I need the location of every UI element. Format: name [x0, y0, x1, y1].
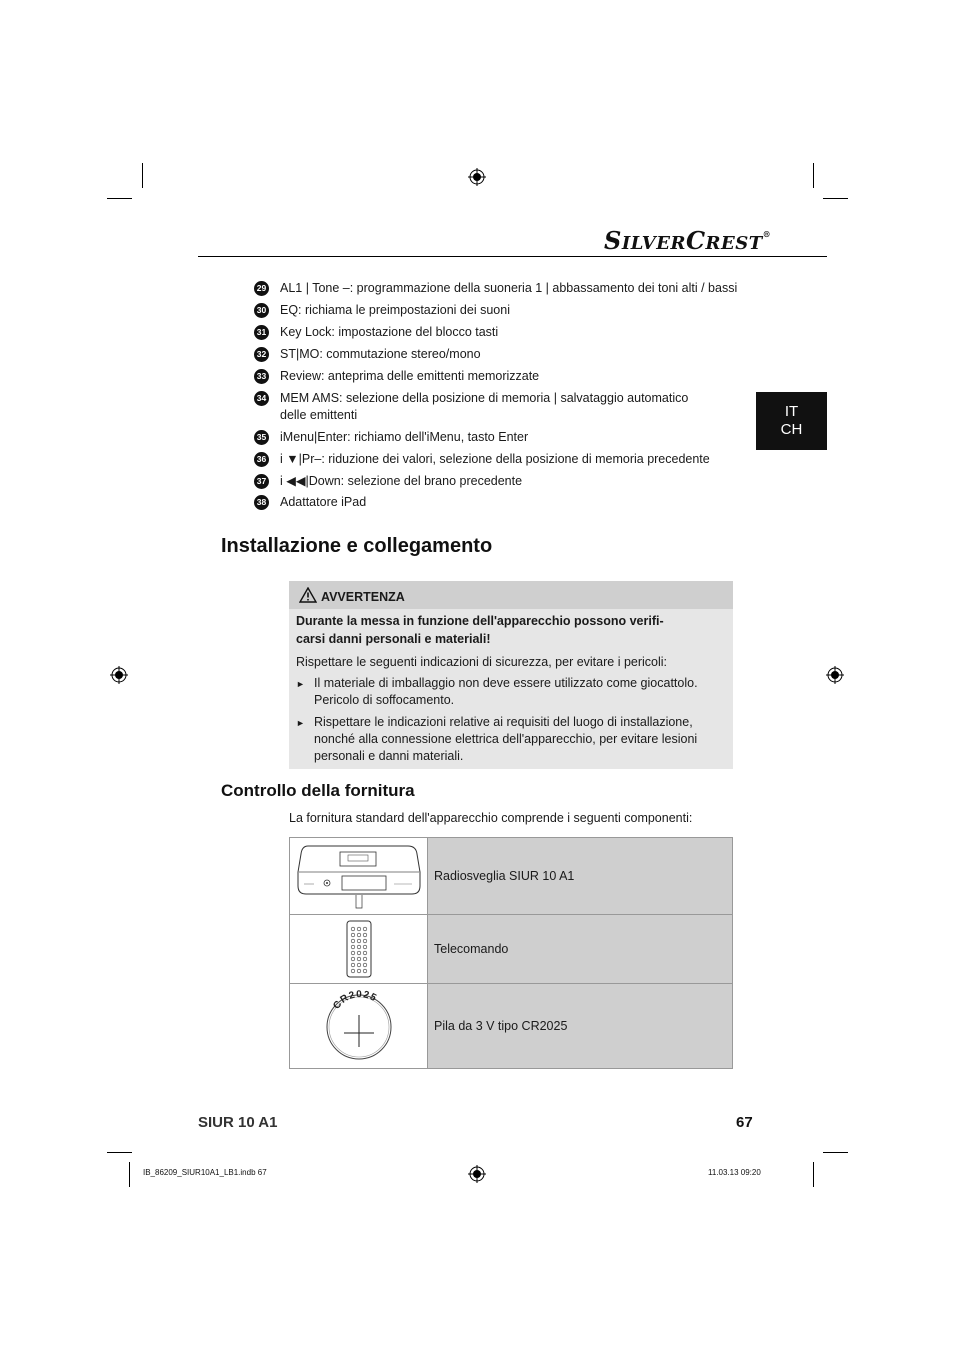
item-text: iMenu|Enter: richiamo dell'iMenu, tasto Enter	[280, 430, 529, 444]
item-text: Key Lock: impostazione del blocco tasti	[280, 325, 499, 339]
item-text: Adattatore iPad	[280, 495, 367, 509]
crop-mark	[107, 198, 132, 199]
crop-mark	[142, 163, 143, 188]
warning-bold-line: Durante la messa in funzione dell'apparecchio possono verifi-	[296, 614, 664, 628]
table-image-cell	[290, 915, 428, 983]
warning-bullet-text: Il materiale di imballaggio non deve essere utilizzato come giocattolo.	[314, 676, 698, 690]
print-file-info: IB_86209_SIUR10A1_LB1.indb 67	[143, 1168, 267, 1177]
item-text: ST|MO: commutazione stereo/mono	[280, 347, 481, 361]
warning-bullet-text: nonché alla connessione elettrica dell'apparecchio, per evitare lesioni	[314, 732, 698, 746]
registration-mark-icon	[468, 168, 486, 186]
item-text-continued: delle emittenti	[280, 408, 358, 422]
table-row	[290, 984, 732, 1068]
battery-print: CR2025	[331, 989, 379, 1012]
bullet-arrow-icon: ►	[296, 679, 305, 689]
remote-button-icon	[351, 945, 355, 949]
remote-button-icon	[351, 927, 355, 931]
print-date-info: 11.03.13 09:20	[708, 1168, 761, 1177]
registration-mark-icon	[826, 666, 844, 684]
warning-triangle-icon	[299, 587, 317, 603]
crop-mark	[107, 1152, 132, 1153]
remote-button-icon	[357, 939, 361, 943]
footer-model: SIUR 10 A1	[198, 1114, 278, 1131]
supply-item-label: Telecomando	[434, 942, 509, 956]
table-row	[290, 838, 732, 915]
registration-mark-icon	[110, 666, 128, 684]
item-number: 35	[254, 430, 269, 445]
supply-item-label: Radiosveglia SIUR 10 A1	[434, 869, 575, 883]
item-number: 29	[254, 281, 269, 296]
remote-button-icon	[351, 939, 355, 943]
crop-mark	[823, 198, 848, 199]
item-number: 32	[254, 347, 269, 362]
remote-button-icon	[351, 951, 355, 955]
bullet-arrow-icon: ►	[296, 718, 305, 728]
language-tab	[756, 392, 827, 450]
remote-button-icon	[357, 969, 361, 973]
item-text: MEM AMS: selezione della posizione di memoria | salvataggio automatico	[280, 391, 689, 405]
remote-button-icon	[363, 969, 367, 973]
section-title-supply: Controllo della fornitura	[221, 781, 415, 800]
warning-bullet-text: Rispettare le indicazioni relative ai requisiti del luogo di installazione,	[314, 715, 693, 729]
remote-control-illustration	[290, 915, 428, 983]
item-number: 36	[254, 452, 269, 467]
remote-button-icon	[351, 969, 355, 973]
item-number: 30	[254, 303, 269, 318]
language-code-it: IT	[784, 403, 799, 420]
crop-mark	[813, 1162, 814, 1187]
table-row	[290, 915, 732, 984]
remote-button-icon	[363, 951, 367, 955]
item-number: 37	[254, 474, 269, 489]
item-text: i ◀◀|Down: selezione del brano precedente	[280, 474, 523, 488]
supply-intro: La fornitura standard dell'apparecchio comprende i seguenti componenti:	[289, 811, 693, 825]
registration-mark-icon	[468, 1165, 486, 1183]
brand-logo: SILVERCREST®	[604, 226, 772, 255]
supply-item-label: Pila da 3 V tipo CR2025	[434, 1019, 568, 1033]
remote-button-icon	[357, 927, 361, 931]
crop-mark	[813, 163, 814, 188]
item-text: Review: anteprima delle emittenti memorizzate	[280, 369, 540, 383]
item-number: 38	[254, 495, 269, 510]
radio-clock-illustration	[290, 838, 428, 914]
table-text-cell	[428, 915, 732, 983]
item-text: EQ: richiama le preimpostazioni dei suoni	[280, 303, 510, 317]
item-number: 31	[254, 325, 269, 340]
crop-mark	[129, 1162, 130, 1187]
remote-button-icon	[363, 945, 367, 949]
remote-button-icon	[363, 963, 367, 967]
warning-intro: Rispettare le seguenti indicazioni di sicurezza, per evitare i pericoli:	[296, 655, 668, 669]
remote-button-icon	[357, 963, 361, 967]
language-code-ch: CH	[780, 421, 803, 438]
header-rule	[198, 256, 827, 257]
item-number: 34	[254, 391, 269, 406]
remote-button-icon	[363, 939, 367, 943]
item-text: AL1 | Tone –: programmazione della suoneria 1 | abbassamento dei toni alti / bassi	[280, 281, 738, 295]
remote-button-icon	[357, 957, 361, 961]
crop-mark	[823, 1152, 848, 1153]
remote-button-icon	[351, 933, 355, 937]
supply-table	[289, 837, 733, 1069]
remote-button-icon	[357, 945, 361, 949]
page-number: 67	[736, 1114, 753, 1131]
warning-bold-line: carsi danni personali e materiali!	[296, 632, 491, 646]
table-image-cell	[290, 984, 428, 1068]
warning-box	[289, 581, 733, 769]
remote-button-icon	[363, 957, 367, 961]
remote-button-icon	[357, 951, 361, 955]
remote-button-icon	[363, 927, 367, 931]
remote-button-icon	[363, 933, 367, 937]
table-image-cell	[290, 838, 428, 914]
section-title-installation: Installazione e collegamento	[221, 535, 493, 557]
remote-button-icon	[351, 957, 355, 961]
table-text-cell	[428, 838, 732, 914]
item-number: 33	[254, 369, 269, 384]
warning-label: AVVERTENZA	[321, 590, 405, 604]
remote-button-icon	[351, 963, 355, 967]
warning-bullet-text: Pericolo di soffocamento.	[314, 693, 455, 707]
warning-bullet-text: personali e danni materiali.	[314, 749, 464, 763]
item-text: i ▼|Pr–: riduzione dei valori, selezione della posizione di memoria precedente	[280, 452, 710, 466]
remote-button-icon	[357, 933, 361, 937]
table-text-cell	[428, 984, 732, 1068]
coin-battery-illustration	[290, 984, 428, 1068]
warning-header	[289, 581, 733, 609]
